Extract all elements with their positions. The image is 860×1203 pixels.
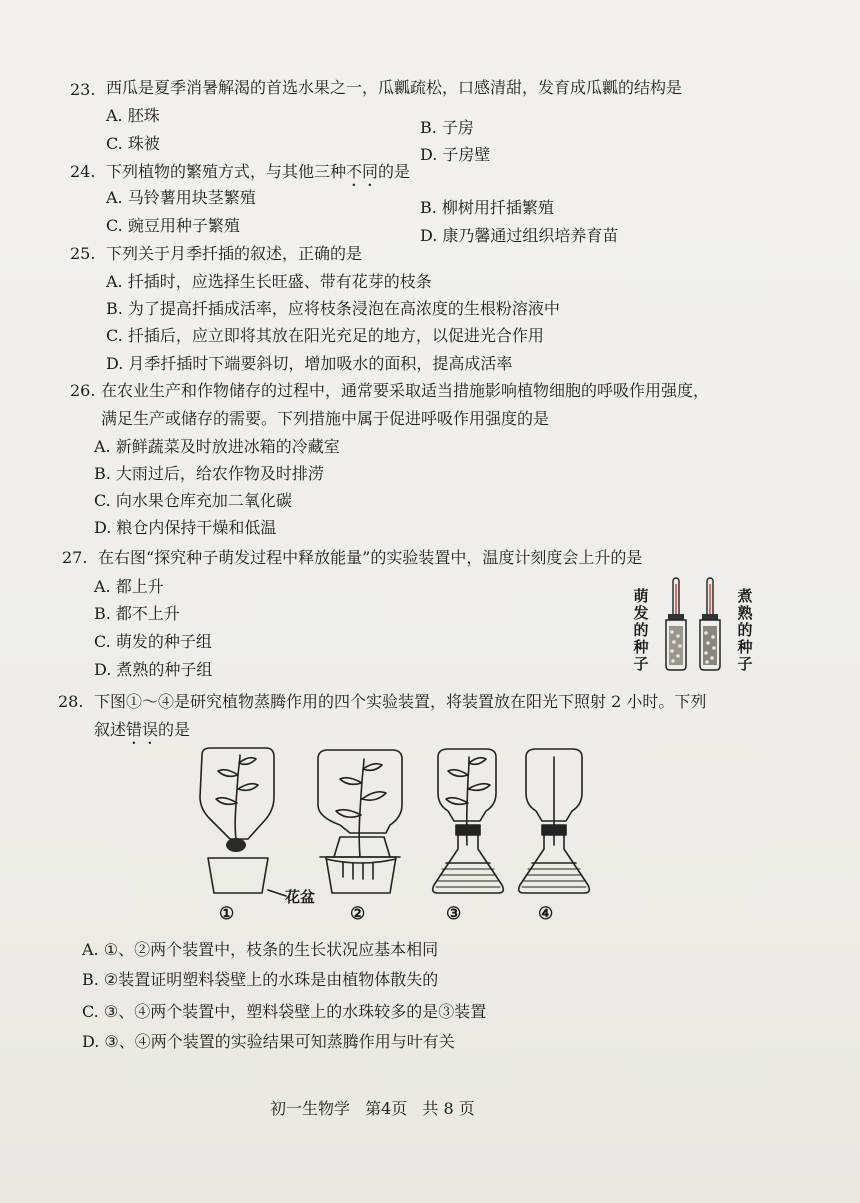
option-b: B. ②装置证明塑料袋壁上的水珠是由植物体散失的: [82, 970, 439, 989]
option-d: D. 粮仓内保持干燥和低温: [94, 518, 277, 537]
footer-page: 第4页: [365, 1099, 408, 1118]
option-a: A. ①、②两个装置中，枝条的生长状况应基本相同: [82, 940, 439, 959]
question-stem: 在右图“探究种子萌发过程中释放能量”的实验装置中，温度计刻度会上升的是: [98, 548, 643, 567]
flower-pot-label: 花盆: [285, 888, 316, 906]
option-a: A. 马铃薯用块茎繁殖: [106, 188, 256, 207]
option-c: C. 珠被: [106, 134, 160, 153]
option-a: A. 胚珠: [106, 106, 160, 125]
boiled-seeds-label: 煮熟的种子: [737, 587, 753, 673]
option-c: C. 扦插后，应立即将其放在阳光充足的地方，以促进光合作用: [106, 326, 544, 345]
option-c: C. 豌豆用种子繁殖: [106, 216, 240, 235]
option-c: C. ③、④两个装置中，塑料袋壁上的水珠较多的是③装置: [82, 1002, 487, 1021]
question-number: 23.: [70, 80, 96, 99]
option-a: A. 新鲜蔬菜及时放进冰箱的冷藏室: [94, 437, 340, 456]
device-2-label: ②: [350, 904, 366, 924]
option-d: D. ③、④两个装置的实验结果可知蒸腾作用与叶有关: [82, 1032, 455, 1051]
question-stem: 西瓜是夏季消暑解渴的首选水果之一，瓜瓤疏松，口感清甜，发育成瓜瓤的结构是: [106, 78, 683, 97]
footer-subject: 初一生物学: [270, 1099, 351, 1118]
device-3-label: ③: [446, 904, 462, 924]
germinating-seeds-label: 萌发的种子: [633, 587, 649, 673]
question-stem: 下列植物的繁殖方式，与其他三种不同的是: [106, 162, 411, 181]
transpiration-figure: [190, 745, 590, 925]
option-d: D. 月季扦插时下端要斜切，增加吸水的面积，提高成活率: [106, 354, 513, 373]
option-b: B. 大雨过后，给农作物及时排涝: [94, 464, 324, 483]
footer-total: 共 8 页: [422, 1099, 475, 1118]
page-footer: [270, 1096, 485, 1119]
question-stem-line2: 满足生产或储存的需要。下列措施中属于促进呼吸作用强度的是: [101, 409, 550, 428]
option-a: A. 都上升: [94, 577, 164, 596]
option-a: A. 扦插时，应选择生长旺盛、带有花芽的枝条: [106, 272, 432, 291]
device-1-label: ①: [219, 904, 235, 924]
option-b: B. 为了提高扦插成活率，应将枝条浸泡在高浓度的生根粉溶液中: [106, 299, 560, 318]
question-number: 25.: [70, 244, 96, 263]
question-number: 28.: [58, 692, 84, 711]
option-b: B. 柳树用扦插繁殖: [420, 198, 554, 217]
option-c: C. 向水果仓库充加二氧化碳: [94, 491, 292, 510]
option-d: D. 康乃馨通过组织培养育苗: [420, 226, 619, 245]
question-stem: 下列关于月季扦插的叙述，正确的是: [106, 244, 363, 263]
emphasis-text: 不同: [346, 162, 379, 181]
thermos-figure: [652, 576, 732, 676]
question-stem-line1: 在农业生产和作物储存的过程中，通常要采取适当措施影响植物细胞的呼吸作用强度，: [101, 381, 710, 400]
question-number: 26.: [70, 381, 96, 400]
question-number: 27.: [62, 548, 88, 567]
question-stem-line2: 叙述错误的是: [94, 720, 191, 739]
question-stem-line1: 下图①～④是研究植物蒸腾作用的四个实验装置，将装置放在阳光下照射 2 小时。下列: [94, 692, 707, 711]
question-number: 24.: [70, 162, 96, 181]
option-b: B. 子房: [420, 118, 474, 137]
device-4-label: ④: [538, 904, 554, 924]
option-b: B. 都不上升: [94, 604, 180, 623]
option-d: D. 煮熟的种子组: [94, 660, 213, 679]
option-c: C. 萌发的种子组: [94, 632, 212, 651]
option-d: D. 子房壁: [420, 145, 491, 164]
emphasis-text: 错误: [126, 720, 159, 739]
